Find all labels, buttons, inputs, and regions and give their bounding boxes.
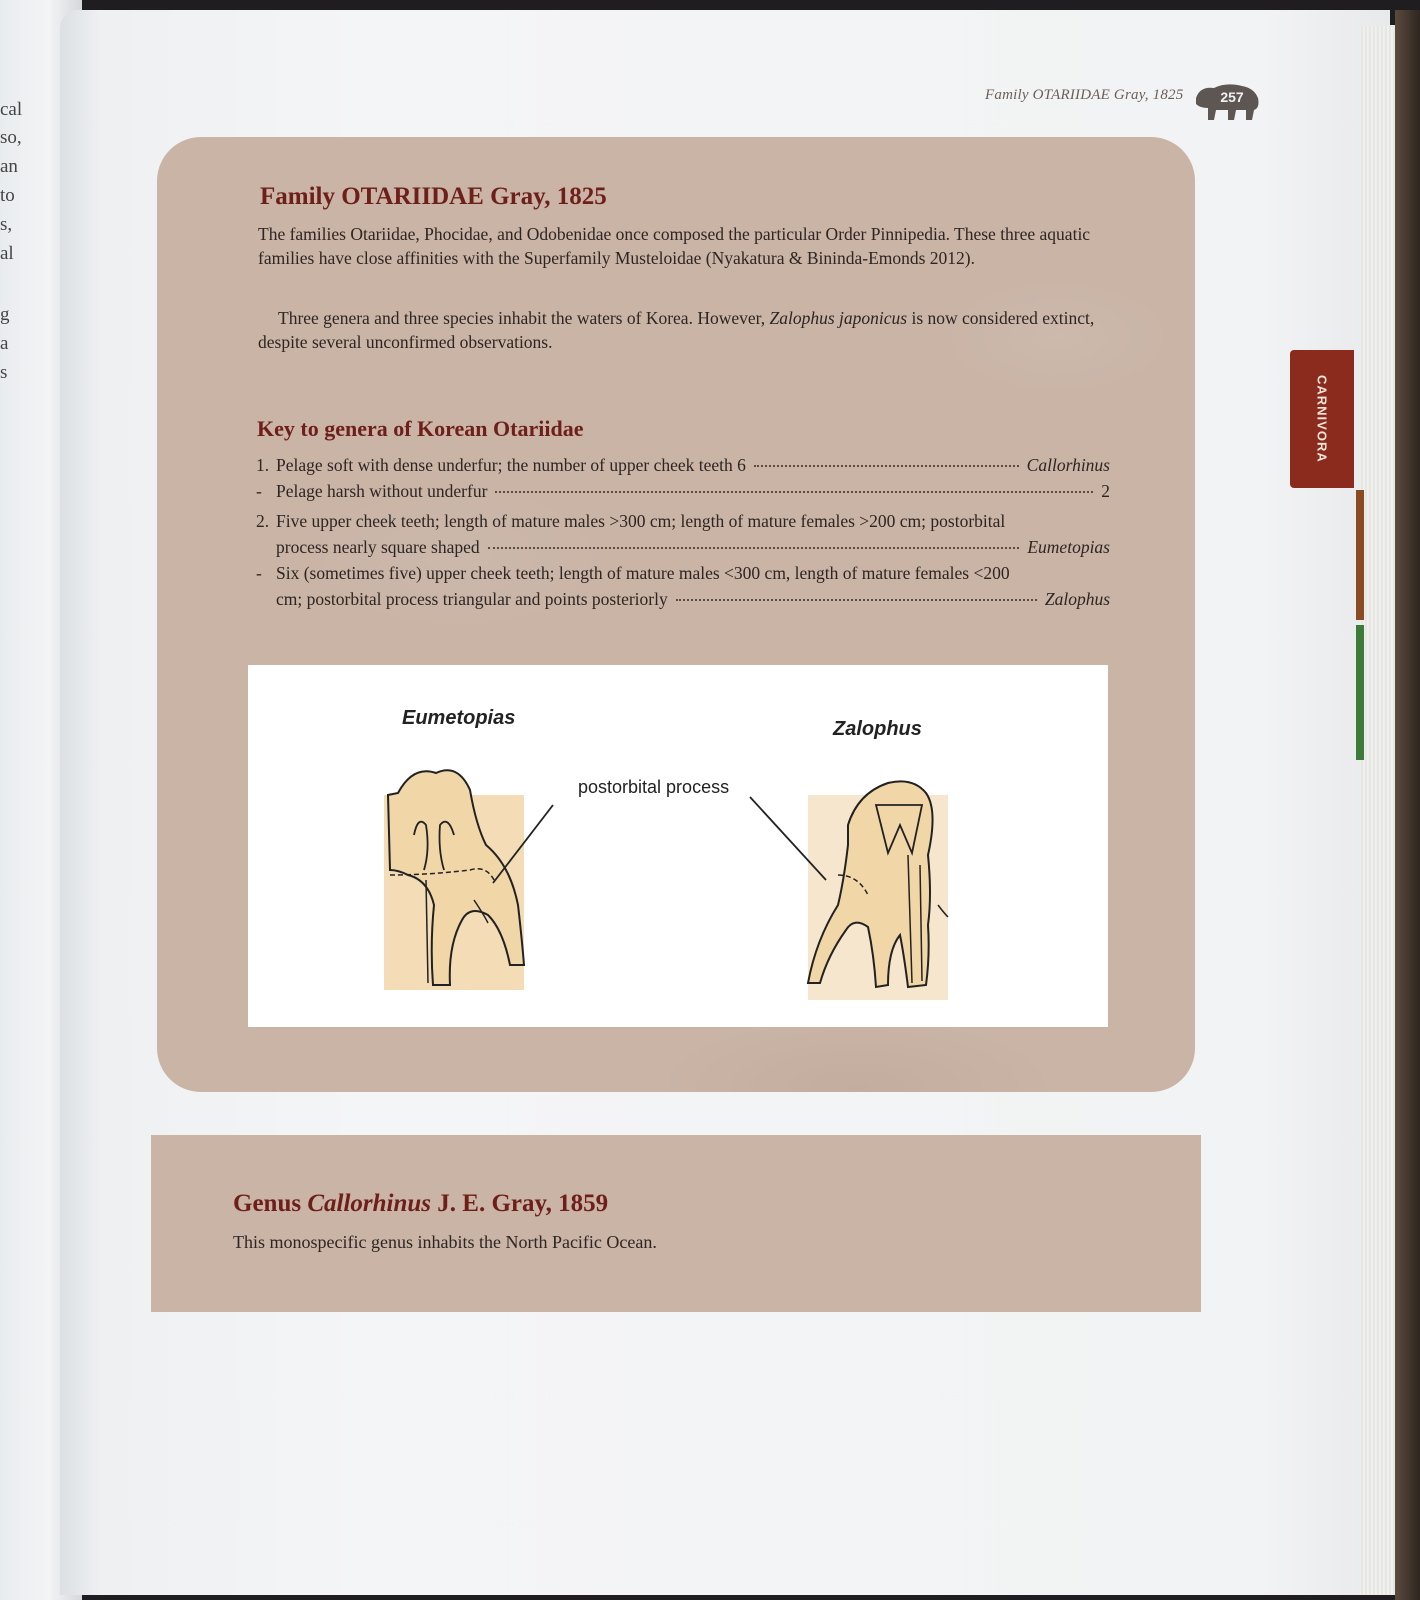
key-item-result: Callorhinus xyxy=(1026,455,1110,475)
key-item-text: Six (sometimes five) upper cheek teeth; length of mature males <300 cm, length of mature females <200 xyxy=(276,563,1010,583)
page-number: 257 xyxy=(1220,89,1244,105)
key-item-result: Zalophus xyxy=(1044,589,1110,609)
edge-marker-brown xyxy=(1356,490,1364,620)
left-page-fragment: an xyxy=(0,156,18,177)
left-page-fragment: a xyxy=(0,333,9,354)
genus-box xyxy=(151,1135,1201,1312)
left-page-fragment: al xyxy=(0,243,14,264)
left-page-fragment: to xyxy=(0,185,15,206)
key-item-number: 2. xyxy=(256,511,270,531)
key-item-number: 1. xyxy=(256,455,270,475)
left-page-fragment: so, xyxy=(0,127,22,148)
key-item-text: cm; postorbital process triangular and points posteriorly xyxy=(276,589,668,609)
left-page-fragment: s xyxy=(0,362,8,383)
key-item-text: Five upper cheek teeth; length of mature males >300 cm; length of mature females >200 cm; postorbital xyxy=(276,511,1006,531)
edge-marker-green xyxy=(1356,625,1364,760)
key-item xyxy=(256,560,1110,612)
key-item-text: Pelage harsh without underfur xyxy=(276,481,488,501)
figure-annotation: postorbital process xyxy=(578,777,730,797)
eumetopias-skull-drawing xyxy=(384,770,553,990)
zalophus-skull-drawing xyxy=(750,781,948,1000)
key-item-text: process nearly square shaped xyxy=(276,537,480,557)
book-cover-edge xyxy=(1395,10,1420,1600)
section-tab-label: CARNIVORA xyxy=(1314,375,1330,463)
key-item xyxy=(256,478,1110,504)
skull-figure xyxy=(248,665,1108,1027)
genus-title: Genus Callorhinus J. E. Gray, 1859 xyxy=(233,1190,609,1217)
running-head: Family OTARIIDAE Gray, 1825 xyxy=(985,87,1184,103)
key-item xyxy=(256,452,1110,478)
family-paragraph-2: Three genera and three species inhabit the waters of Korea. However, Zalophus japonicus is now considered extinct, despite several unconfirmed observations. xyxy=(258,308,1095,352)
page-stack-edge xyxy=(1360,25,1400,1595)
figure-label-zalophus: Zalophus xyxy=(833,718,922,740)
family-paragraph-1: The families Otariidae, Phocidae, and Odobenidae once composed the particular Order Pinnipedia. These three aquatic families have close affinities with the Superfamily Musteloidae (Nyakatura & Bininda-Emonds 2012). xyxy=(258,224,1091,268)
section-tab xyxy=(1290,350,1354,488)
left-page-fragment: cal xyxy=(0,99,23,120)
family-title: Family OTARIIDAE Gray, 1825 xyxy=(260,183,607,210)
key-item xyxy=(256,508,1110,560)
left-page-fragment: g xyxy=(0,304,10,325)
key-item-number: - xyxy=(256,563,262,583)
left-page-fragment: s, xyxy=(0,214,13,235)
key-title: Key to genera of Korean Otariidae xyxy=(257,416,584,441)
figure-label-eumetopias: Eumetopias xyxy=(402,707,516,729)
key-item-text: Pelage soft with dense underfur; the number of upper cheek teeth 6 xyxy=(276,455,746,475)
key-item-result: 2 xyxy=(1101,481,1110,501)
key-list xyxy=(256,452,1110,612)
key-item-number: - xyxy=(256,481,262,501)
skull-drawings xyxy=(248,665,1108,1027)
genus-description: This monospecific genus inhabits the North Pacific Ocean. xyxy=(233,1232,657,1252)
key-item-result: Eumetopias xyxy=(1027,537,1110,557)
